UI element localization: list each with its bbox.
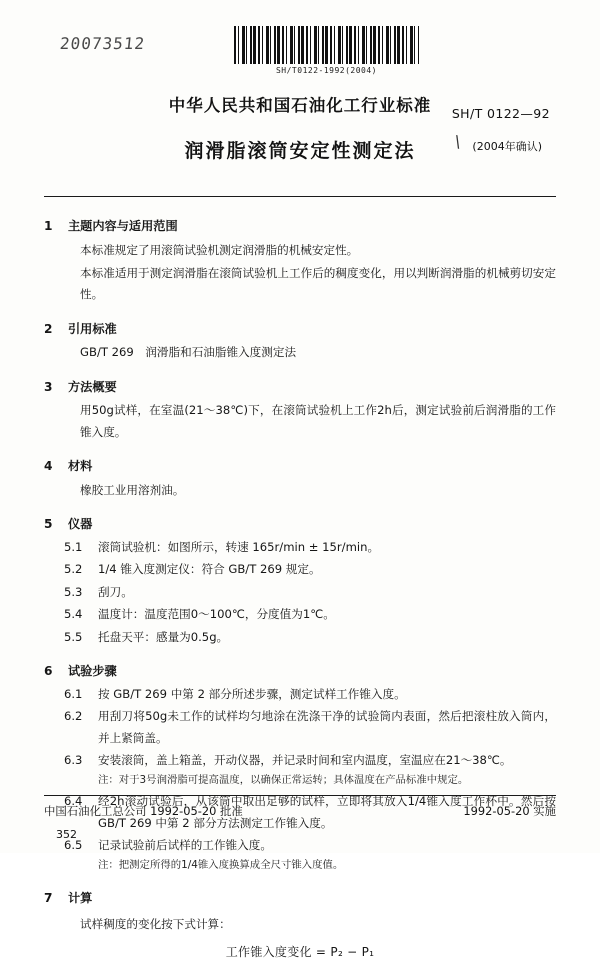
clause-text: 托盘天平：感量为0.5g。 — [98, 629, 229, 644]
footer-issuer: 中国石油化工总公司 1992-05-20 批准 — [44, 804, 243, 818]
clause-text: 刮刀。 — [98, 584, 133, 599]
section-3-heading — [44, 376, 556, 399]
clause-number: 5.1 — [64, 539, 83, 554]
clause-note: 注：对于3号润滑脂可提高温度，以确保正常运转；具体温度在产品标准中规定。 — [98, 774, 469, 787]
section-1-heading — [44, 215, 556, 238]
section-7-title: 计算 — [68, 891, 93, 906]
clause-number: 6.1 — [64, 686, 83, 701]
confirmation-note: (2004年确认) — [472, 140, 542, 153]
footer-row — [44, 803, 556, 819]
standard-organization: 中华人民共和国石油化工行业标准 — [168, 96, 432, 115]
section-6 — [44, 660, 556, 875]
document-top-row — [44, 26, 556, 86]
clause-text: 温度计：温度范围0～100℃，分度值为1℃。 — [98, 607, 335, 622]
clause-text: 用刮刀将50g未工作的试样均匀地涂在洗涤干净的试验筒内表面，然后把滚柱放入筒内，并上紧筒盖。 — [98, 709, 556, 745]
clause-number: 5.2 — [64, 562, 83, 577]
document-body — [44, 215, 556, 963]
section-7-heading — [44, 887, 556, 910]
section-2-title: 引用标准 — [68, 321, 117, 336]
list-item — [44, 537, 556, 558]
document-footer — [44, 795, 556, 819]
section-4-number: 4 — [44, 459, 53, 474]
section-7-number: 7 — [44, 891, 53, 906]
section-3-para-1: 用50g试样，在室温(21～38℃)下，在滚筒试验机上工作2h后，测定试验前后润滑脂的工作锥入度。 — [80, 403, 556, 439]
clause-number: 6.5 — [64, 837, 83, 852]
clause-number: 5.4 — [64, 607, 83, 622]
clause-note: 注：把测定所得的1/4锥入度换算成全尺寸锥入度值。 — [98, 859, 344, 872]
list-item — [44, 684, 556, 705]
document-title: 润滑脂滚筒安定性测定法 — [184, 140, 416, 162]
section-2-heading — [44, 318, 556, 341]
barcode-icon — [234, 26, 419, 64]
list-item — [44, 582, 556, 603]
clause-text: 按 GB/T 269 中第 2 部分所述步骤，测定试样工作锥入度。 — [98, 686, 406, 701]
stamp-number: 20073512 — [59, 34, 147, 53]
clause-number: 5.5 — [64, 629, 83, 644]
section-3-number: 3 — [44, 379, 53, 394]
clause-text: 经2h滚动试验后，从该筒中取出足够的试样，立即将其放入1/4锥入度工作杯中。然后按GB/T 269 中第 2 部分方法测定工作锥入度。 — [98, 794, 556, 830]
list-item — [44, 604, 556, 625]
clause-text: 1/4 锥入度测定仪：符合 GB/T 269 规定。 — [98, 562, 321, 577]
section-6-title: 试验步骤 — [68, 664, 117, 679]
section-5-number: 5 — [44, 517, 53, 532]
section-3-title: 方法概要 — [68, 379, 117, 394]
section-6-number: 6 — [44, 664, 53, 679]
pen-mark: \ — [453, 131, 462, 152]
clause-number: 6.4 — [64, 794, 83, 809]
section-4-heading — [44, 455, 556, 478]
section-7 — [44, 887, 556, 963]
section-6-heading — [44, 660, 556, 683]
footer-divider — [44, 795, 556, 796]
clause-text: 安装滚筒，盖上箱盖，开动仪器，并记录时间和室内温度，室温应在21～38℃。 — [98, 752, 512, 767]
section-2-number: 2 — [44, 321, 53, 336]
standard-code: SH/T 0122—92 — [451, 106, 550, 121]
clause-number: 6.3 — [64, 752, 83, 767]
section-4-title: 材料 — [68, 459, 93, 474]
list-item — [44, 835, 556, 856]
section-5-heading — [44, 513, 556, 536]
page-number: 352 — [56, 828, 77, 841]
section-4-para-1: 橡胶工业用溶剂油。 — [80, 482, 185, 497]
section-1-para-2: 本标准适用于测定润滑脂在滚筒试验机上工作后的稠度变化，用以判断润滑脂的机械剪切安定性。 — [80, 266, 556, 302]
section-1-number: 1 — [44, 219, 53, 233]
section-1-title: 主题内容与适用范围 — [68, 219, 178, 233]
section-3 — [44, 376, 556, 443]
barcode-block — [234, 26, 419, 75]
list-item — [44, 750, 556, 771]
section-7-para-1: 试样稠度的变化按下式计算： — [80, 916, 231, 931]
list-item — [44, 559, 556, 580]
clause-text: 滚筒试验机：如图所示，转速 165r/min ± 15r/min。 — [98, 539, 380, 554]
barcode-label: SH/T0122-1992(2004) — [275, 66, 377, 75]
clause-text: 记录试验前后试样的工作锥入度。 — [98, 837, 272, 852]
formula: 工作锥入度变化 = P₂ − P₁ — [225, 945, 375, 960]
section-2-para-1: GB/T 269 润滑脂和石油脂锥入度测定法 — [80, 345, 297, 360]
header-divider — [44, 196, 556, 197]
footer-effective-date: 1992-05-20 实施 — [463, 804, 556, 818]
clause-number: 5.3 — [64, 584, 83, 599]
list-item — [44, 706, 556, 749]
section-1 — [44, 215, 556, 306]
title-block — [44, 106, 556, 186]
section-5-title: 仪器 — [68, 517, 93, 532]
section-2 — [44, 318, 556, 364]
section-4 — [44, 455, 556, 501]
section-1-para-1: 本标准规定了用滚筒试验机测定润滑脂的机械安定性。 — [80, 242, 359, 257]
list-item — [44, 627, 556, 648]
clause-number: 6.2 — [64, 709, 83, 724]
section-5 — [44, 513, 556, 648]
